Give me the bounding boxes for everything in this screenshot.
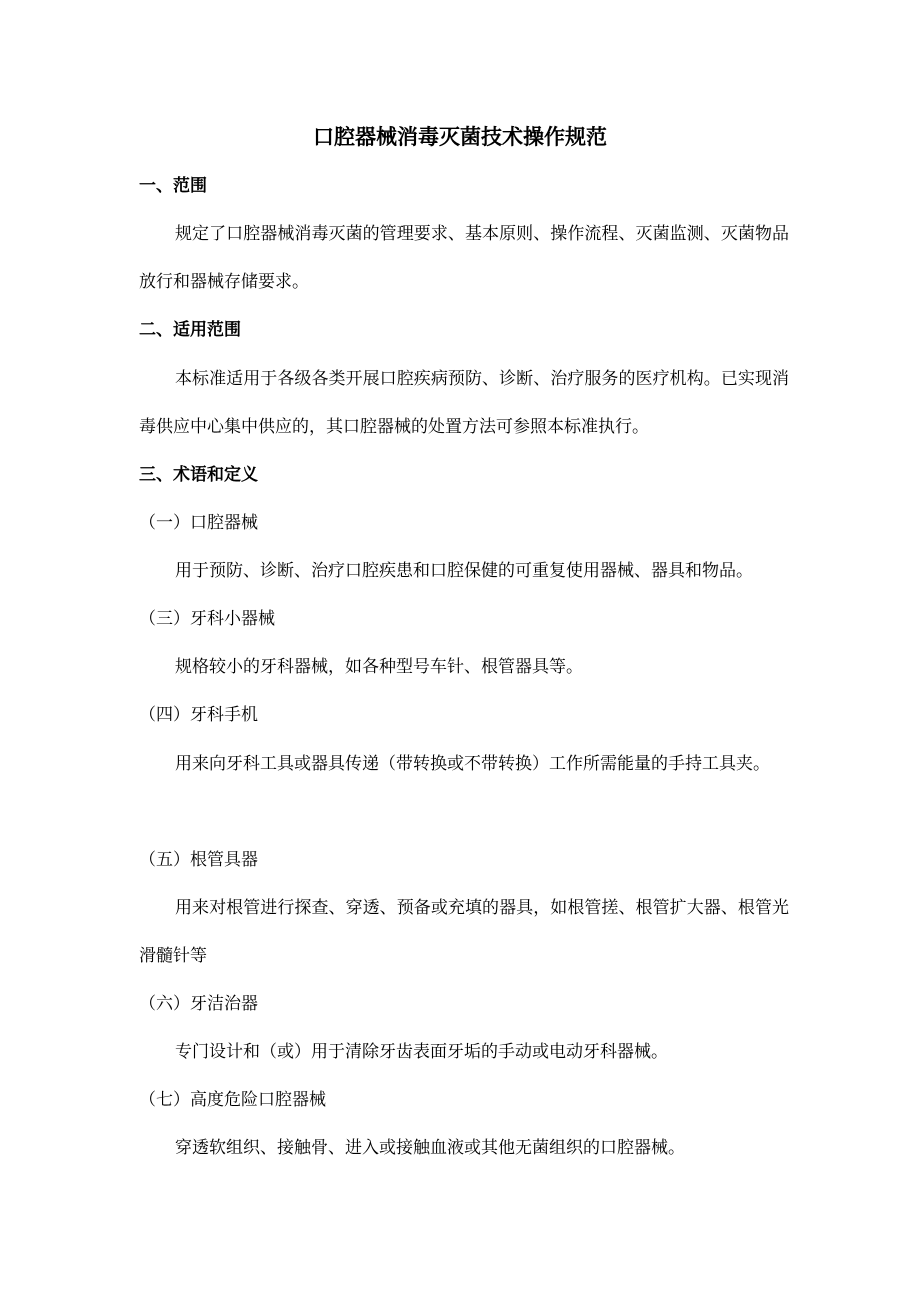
term-definition-dental-handpiece: 用来向牙科工具或器具传递（带转换或不带转换）工作所需能量的手持工具夹。 [175,754,770,774]
term-definition-high-risk-instruments: 穿透软组织、接触骨、进入或接触血液或其他无菌组织的口腔器械。 [175,1138,685,1158]
section-paragraph-applicable-scope: 本标准适用于各级各类开展口腔疾病预防、诊断、治疗服务的医疗机构。已实现消毒供应中心集中供应的，其口腔器械的处置方法可参照本标准执行。 [139,369,789,437]
term-heading-oral-instruments: （一）口腔器械 [139,513,258,533]
term-heading-dental-scaler: （六）牙洁治器 [139,994,258,1014]
section-heading-scope: 一、范围 [139,176,207,196]
term-definition-oral-instruments: 用于预防、诊断、治疗口腔疾患和口腔保健的可重复使用器械、器具和物品。 [175,561,753,581]
term-heading-small-dental-instruments: （三）牙科小器械 [139,609,275,629]
term-definition-small-dental-instruments: 规格较小的牙科器械，如各种型号车针、根管器具等。 [175,657,583,677]
section-paragraph-scope: 规定了口腔器械消毒灭菌的管理要求、基本原则、操作流程、灭菌监测、灭菌物品放行和器械存储要求。 [139,224,789,292]
section-heading-terms: 三、术语和定义 [139,465,258,485]
term-heading-root-canal-instruments: （五）根管具器 [139,850,258,870]
term-definition-root-canal-instruments: 用来对根管进行探查、穿透、预备或充填的器具，如根管搓、根管扩大器、根管光滑髓针等 [139,898,789,966]
term-heading-high-risk-instruments: （七）高度危险口腔器械 [139,1090,326,1110]
document-title: 口腔器械消毒灭菌技术操作规范 [313,125,607,149]
term-definition-dental-scaler: 专门设计和（或）用于清除牙齿表面牙垢的手动或电动牙科器械。 [175,1042,668,1062]
section-heading-applicable-scope: 二、适用范围 [139,320,241,340]
term-heading-dental-handpiece: （四）牙科手机 [139,705,258,725]
